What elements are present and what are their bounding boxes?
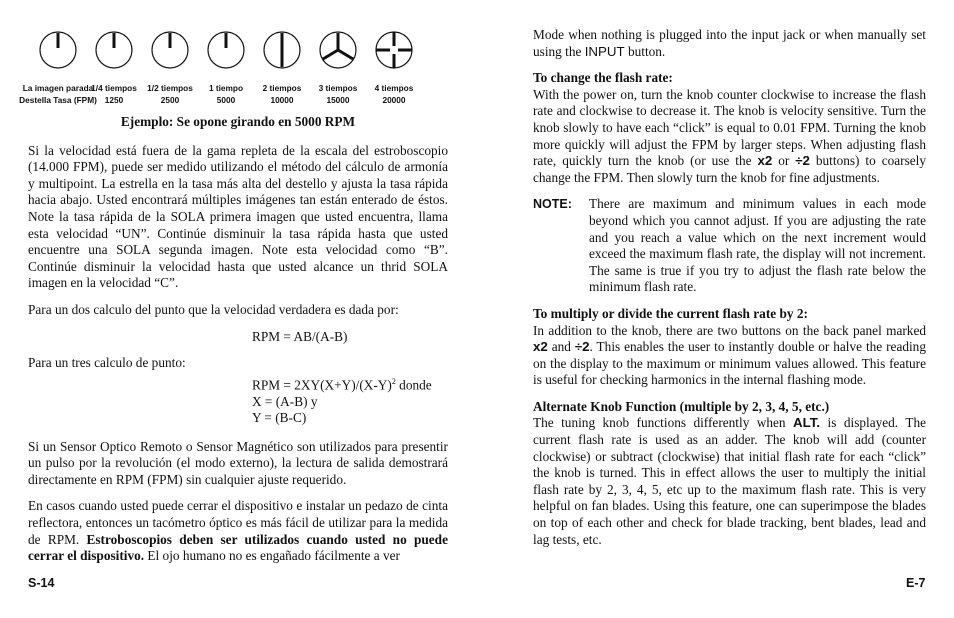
page-number-right: E-7 (906, 576, 926, 590)
paragraph-two-point: Para un dos calculo del punto que la velocidad verdadera es dada por: (28, 301, 399, 317)
figure-four (366, 30, 422, 114)
figure-label: 1 tiempo 5000 (208, 83, 244, 105)
note-text: There are maximum and minimum values in each mode beyond which you cannot adjust. If you are adjusting the rate and you reach a value which on the next increment would exceed the maximum flash rate, the display will not increment. The same is true if you try to adjust the flash rate below the minimum flash rate. (589, 196, 926, 295)
circle-three-lines-icon (318, 30, 358, 70)
paragraph-sensor: Si un Sensor Optico Remoto o Sensor Magnético son utilizados para presentir un pulso por la revolución (el modo externo), la lectura de salida demostrará directamente en RPM (FPM) sin cualquier ajuste requerido. (28, 438, 448, 487)
figure-two (254, 30, 310, 114)
note-block (533, 196, 926, 296)
circle-one-line-icon (94, 30, 134, 70)
paragraph-alternate-knob: The tuning knob functions differently when ALT. is displayed. The current flash rate is used as an adder. The knob will add (counter clockwise) or subtract (clockwise) that initial flash rate for each “click” the knob is turned. This in effect allows the user to multiply the initial flash rate by 2, 3, 4, 5, etc up to the maximum flash rate. This is very helpful on fan blades. Using this feature, one can superimpose the blades on top of each other and check for blade tracking, bent blades, lead and lag tests, etc. (533, 415, 926, 547)
figure-label: 1/2 tiempos 2500 (147, 83, 193, 105)
right-page (533, 27, 926, 558)
figure-label: 4 tiempos 20000 (374, 83, 414, 105)
strobe-figures (19, 30, 448, 114)
figure-caption: Ejemplo: Se opone girando en 5000 RPM (120, 114, 356, 129)
paragraph-three-point: Para un tres calculo de punto: (28, 355, 186, 371)
figure-half (142, 30, 198, 114)
circle-two-lines-icon (262, 30, 302, 70)
figure-label: 1/4 tiempos 1250 (91, 83, 137, 105)
paragraph-multiply-divide: In addition to the knob, there are two buttons on the back panel marked x2 and ÷2. This enables the user to instantly double or halve the reading on the display to the maximum or minimum values allowed. This feature is useful for checking harmonics in the internal flashing mode. (533, 322, 926, 388)
figure-label: La imagen parada Destella Tasa (FPM) (19, 83, 97, 105)
circle-four-lines-icon (374, 30, 414, 70)
left-page (19, 30, 448, 575)
note-label: NOTE: (533, 197, 572, 212)
paragraph-tape: En casos cuando usted puede cerrar el dispositivo e instalar un pedazo de cinta reflectora, entonces un tacómetro óptico es más fácil de utilizar para la medida de RPM. Estroboscopios deben ser utilizados cuando usted no puede cerrar el dispositivo. El ojo humano no es engañado fácilmente a ver (28, 498, 448, 564)
heading-multiply-divide: To multiply or divide the current flash rate by 2: (533, 305, 808, 321)
heading-change-flash-rate: To change the flash rate: (533, 70, 673, 86)
paragraph-harmonics: Si la velocidad está fuera de la gama repleta de la escala del estroboscopio (14.000 FPM), puede ser medido utilizando el método del cálculo de armonía y multipoint. La estrella en la tasa más alta del destello y ajusta la tasa rápida hacia abajo. Usted encontrará múltiples imágenes tan están enterado de éstos. Note la tasa rápida de la SOLA primera imagen que usted encuentra, llama esta velocidad “UN”. Continúe disminuir la tasa rápida hasta que usted encuentre una SOLA segunda imagen. Note esta velocidad como “B”. Continúe disminuir la velocidad hasta que usted alcance un thrid SOLA imagen en la velocidad “C”. (28, 142, 448, 291)
paragraph-change-flash-rate: With the power on, turn the knob counter clockwise to increase the flash rate and clockwise to decrease it. The knob is velocity sensitive. Turn the knob slowly to have each “click” is equal to 0.01 FPM. Turning the knob more quickly will adjust the FPM by larger steps. When adjusting flash rate, quickly turn the knob (or use the x2 or ÷2 buttons) to coarsely change the FPM. Then slowly turn the knob for fine adjustments. (533, 86, 927, 185)
circle-one-line-icon (38, 30, 78, 70)
formula-two-point: RPM = AB/(A-B) (252, 328, 348, 344)
figure-label: 2 tiempos 10000 (262, 83, 302, 105)
figure-label: 3 tiempos 15000 (318, 83, 358, 105)
heading-alternate-knob: Alternate Knob Function (multiple by 2, 3, 4, 5, etc.) (533, 398, 830, 414)
page-number-left: S-14 (28, 576, 55, 590)
circle-one-line-icon (150, 30, 190, 70)
figure-one (198, 30, 254, 114)
figure-quarter (86, 30, 142, 114)
figure-stopped (19, 30, 97, 114)
circle-one-line-icon (206, 30, 246, 70)
figure-three (310, 30, 366, 114)
paragraph-mode: Mode when nothing is plugged into the input jack or when manually set using the INPUT button. (533, 27, 926, 59)
formula-three-point: RPM = $2XY(X+Y)/(X-Y)^2$ donde X = (A-B) y Y = (B-C) (252, 376, 432, 426)
